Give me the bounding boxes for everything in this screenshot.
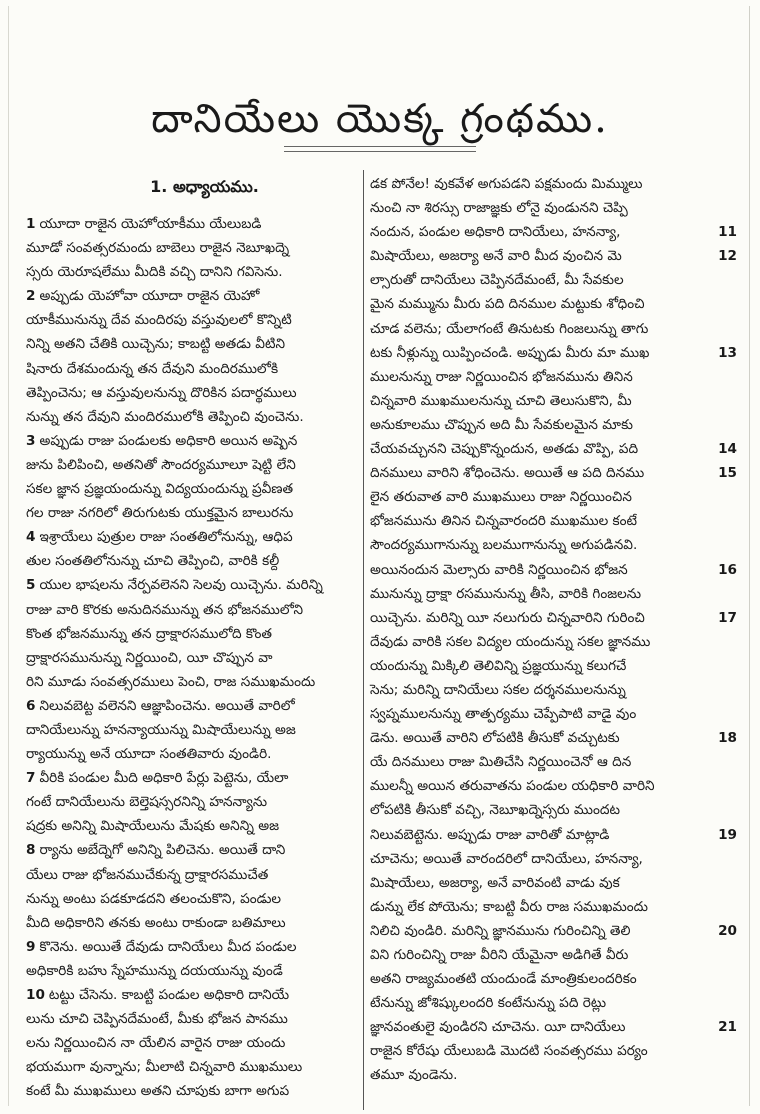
- text-line: [26, 935, 359, 959]
- text-line: [26, 357, 359, 381]
- column-divider: [363, 170, 364, 1110]
- text-line: [26, 911, 359, 935]
- text-line: [370, 582, 715, 606]
- text-line: [370, 461, 737, 485]
- verse-number: 9: [26, 938, 36, 955]
- line-text: దినములు వారిని శోధించెను. అయితే ఆ పది దినము: [370, 465, 645, 482]
- text-line: [370, 558, 737, 582]
- text-line: [26, 959, 359, 983]
- text-line: [26, 983, 359, 1007]
- page-title: దానియేలు యొక్క గ్రంథము.: [151, 96, 609, 142]
- line-text: తమూ వుండెను.: [370, 1067, 458, 1084]
- line-text: షినారు దేశమందున్న తన దేవుని మందిరములోకి: [26, 360, 279, 377]
- line-text: లైన తరువాత వారి ముఖములు రాజు నిర్ణయించిన: [370, 489, 632, 506]
- line-text: అప్పుడు యెహోవా యూదా రాజైన యెహో: [39, 288, 260, 305]
- text-line: [370, 871, 715, 895]
- text-line: [26, 212, 359, 236]
- line-text: నిలువబెట్ట వలెనని ఆజ్ఞాపించెను. అయితే వారిలో: [39, 697, 295, 714]
- verse-number: 5: [26, 577, 36, 594]
- text-line: [370, 678, 715, 702]
- text-line: [26, 598, 359, 622]
- line-text: అతని రాజ్యమంతటి యందుండే మాంత్రికులందరికం: [370, 971, 637, 988]
- line-text: యందున్ను మిక్కిలి తెలివిన్ని ప్రజ్ఞయున్ను కలుగచే: [370, 657, 627, 674]
- line-text: డున్ను లేక పోయెను; కాబట్టి వీరు రాజ సముఖమందు: [370, 898, 648, 915]
- verse-number: 7: [26, 770, 36, 787]
- line-text: కంటే మీ ముఖములు అతని చూపుకు బాగా అగుప: [26, 1083, 290, 1100]
- text-line: [370, 196, 715, 220]
- text-line: [26, 1055, 359, 1079]
- text-line: [370, 823, 737, 847]
- text-line: [370, 485, 715, 509]
- text-line: [370, 244, 737, 268]
- line-text: సకల జ్ఞాన ప్రజ్ఞయందున్ను విద్యయందున్ను ప్రవీణత: [26, 481, 294, 498]
- text-line: [370, 726, 737, 750]
- line-text: జ్ఞానవంతులై వుండిరని చూచెను. యీ దానియేలు: [370, 1019, 626, 1036]
- text-line: [26, 863, 359, 887]
- line-text: స్సరు యెరూషలేము మీదికి వచ్చి దానిని గవిసెను.: [26, 264, 283, 281]
- text-line: [26, 1007, 359, 1031]
- text-line: [26, 381, 359, 405]
- line-text: నున్ను అంటు పడకూడదని తలంచుకొని, పండుల: [26, 890, 282, 907]
- verse-number: 6: [26, 697, 36, 714]
- text-line: [26, 477, 359, 501]
- line-text: డక పోనేల! వుకవేళ అగుపడని పక్షమందు మిమ్ములు: [370, 176, 643, 192]
- chapter-heading: 1. అధ్యాయము.: [150, 177, 259, 196]
- text-line: [370, 702, 715, 726]
- line-text: మిషాయేలు, అజర్యా అనే వారి మీద వుంచిన మె: [370, 248, 622, 265]
- text-line: [370, 774, 715, 798]
- line-text: భోజనమును తినిన చిన్నవారందరి ముఖముల కంటే: [370, 513, 638, 530]
- line-text: యే దినములు రాజు మితిచేసి నిర్ణయించెనో ఆ దిన: [370, 754, 632, 771]
- text-line: [26, 838, 359, 862]
- text-line: [26, 549, 359, 573]
- line-text: టేనున్ను జోశిష్కులందరి కంటేనున్ను పది రెట్లు: [370, 995, 607, 1012]
- text-line: [370, 895, 715, 919]
- text-line: [370, 991, 715, 1015]
- text-line: [370, 606, 737, 630]
- text-line: [26, 236, 359, 260]
- text-line: [26, 887, 359, 911]
- left-column-lines: [26, 212, 359, 1103]
- line-text: రాజు వారి కొరకు అనుదినమున్ను తన భోజనములోని: [26, 601, 304, 618]
- line-text: యూదా రాజైన యెహోయాకీము యేలుబడి: [39, 216, 262, 232]
- line-text: లోపటికి తీసుకో వచ్చి, నెబూఖద్నెస్సరు ముందట: [370, 802, 620, 819]
- line-text: రిని మూడు సంవత్సరములు పెంచి, రాజ సముఖమందు: [26, 673, 316, 690]
- line-text: కొనెను. అయితే దేవుడు దానియేలు మీద పండుల: [39, 938, 297, 955]
- line-text: టకు నీళ్లున్ను యిప్పించండి. అప్పుడు మీరు మా ముఖ: [370, 344, 650, 361]
- text-line: [370, 1063, 715, 1087]
- right-column-lines: [370, 172, 737, 1088]
- text-line: [26, 670, 359, 694]
- text-line: [26, 308, 359, 332]
- line-text: ద్రాక్షారసమునున్ను నిర్ణయించి, యీ చొప్పున వా: [26, 649, 273, 666]
- line-text: షద్రకు అనిన్ని మిషాయేలును మేషకు అనిన్ని అజ: [26, 818, 280, 835]
- line-text: వీరికి పండుల మీది అధికారి పేర్లు పెట్టెను, యేలా: [39, 770, 289, 787]
- text-line: [370, 750, 715, 774]
- line-text: స్వప్నములనున్ను తాత్పర్యము చెప్పేపాటి వాడై వుం: [370, 706, 637, 723]
- text-line: [370, 292, 715, 316]
- text-line: [370, 437, 737, 461]
- line-text: చిన్నవారి ముఖములనున్ను చూచి తెలుసుకొని, మీ: [370, 392, 632, 409]
- line-text: యుల భాషలను నేర్పవలెనని సెలవు యిచ్చెను. మరిన్ని: [39, 577, 323, 594]
- text-line: [370, 654, 715, 678]
- line-text: ర్యాయున్ను అనే యూదా సంతతివారు వుండిరి.: [26, 746, 272, 763]
- text-line: [370, 389, 715, 413]
- line-text: భయముగా వున్నాను; మీలాటి చిన్నవారి ముఖములు: [26, 1059, 303, 1076]
- text-line: [26, 766, 359, 790]
- verse-number: 18: [718, 730, 737, 747]
- text-line: [26, 573, 359, 597]
- line-text: తుల సంతతిలోనున్ను చూచి తెప్పించి, వారికి కల్దీ: [26, 553, 280, 570]
- line-text: నిలిచి వుండిరి. మరిన్ని జ్ఞానమును గురించిన్ని తెలి: [370, 922, 631, 939]
- text-line: [26, 453, 359, 477]
- text-line: [370, 172, 715, 196]
- text-line: [370, 1039, 715, 1063]
- line-text: మునున్ను ద్రాక్షా రసమునున్ను తీసి, వారికి గింజలను: [370, 585, 642, 602]
- text-line: [370, 847, 715, 871]
- verse-number: 4: [26, 529, 36, 546]
- text-line: [26, 742, 359, 766]
- verse-number: 11: [718, 224, 737, 241]
- line-text: గల రాజు నగరిలో తిరుగుటకు యుక్తమైన బాలురను: [26, 505, 294, 522]
- line-text: నిన్ని అతని చేతికి యిచ్చెను; కాబట్టి అతడు వీటిని: [26, 336, 286, 353]
- text-line: [370, 967, 715, 991]
- line-text: డెను. అయితే వారిని లోపటికి తీసుకో వచ్చుటకు: [370, 730, 620, 747]
- verse-number: 13: [718, 344, 737, 361]
- line-text: దేవుడు వారికి సకల విద్యల యందున్ను సకల జ్ఞానము: [370, 633, 651, 650]
- verse-number: 8: [26, 842, 36, 859]
- text-line: [26, 284, 359, 308]
- line-text: నిలువబెట్టెను. అప్పుడు రాజు వారితో మాట్లాడి: [370, 826, 610, 843]
- line-text: మైన మమ్మును మీరు పది దినముల మట్టుకు శోధించి: [370, 296, 645, 313]
- verse-number: 3: [26, 432, 36, 449]
- line-text: ములన్నీ అయిన తరువాతను పండుల యధికారి వారిని: [370, 778, 655, 795]
- right-column: [370, 172, 737, 1088]
- title-rule: [284, 146, 476, 152]
- left-column: [26, 172, 359, 1103]
- text-line: [370, 341, 737, 365]
- line-text: చూచెను; అయితే వారందరిలో దానియేలు, హనన్యా,: [370, 850, 643, 867]
- verse-number: 21: [718, 1019, 737, 1036]
- line-text: యాకీమునున్ను దేవ మందిరపు వస్తువులలో కొన్నిటి: [26, 312, 292, 329]
- verse-number: 19: [718, 826, 737, 843]
- text-line: [370, 630, 715, 654]
- text-line: [26, 694, 359, 718]
- verse-number: 10: [26, 987, 45, 1003]
- text-line: [26, 622, 359, 646]
- verse-number: 20: [718, 922, 737, 939]
- text-line: [370, 268, 715, 292]
- line-text: మీది అధికారిని తనకు అంటు రాకుండా బతిమాలు: [26, 914, 286, 931]
- line-text: అధికారికి బహు స్నేహమున్ను దయయున్ను వుండే: [26, 962, 283, 979]
- line-text: చూడ వలెను; యేలాగంటే తినుటకు గింజలున్ను తాగు: [370, 320, 649, 337]
- text-line: [26, 814, 359, 838]
- line-text: చేయవచ్చునని చెప్పుకొన్నందున, అతడు వొప్పి, పది: [370, 441, 639, 458]
- line-text: జును పిలిపించి, అతనితో సౌందర్యమూలూ షెట్టి లేని: [26, 456, 296, 473]
- line-text: గంటే దానియేలును బెల్తెషస్సరనిన్ని హనన్యాను: [26, 794, 268, 811]
- text-line: [26, 501, 359, 525]
- text-line: [26, 332, 359, 356]
- text-line: [370, 798, 715, 822]
- text-line: [370, 317, 715, 341]
- verse-number: 12: [718, 248, 737, 265]
- line-text: మిషాయేలు, అజర్యా, అనే వారివంటి వాడు వుక: [370, 874, 620, 891]
- line-text: దానియేలున్ను హనన్యాయున్ను మిషాయేలున్ను అజ: [26, 721, 296, 738]
- text-line: [370, 413, 715, 437]
- line-text: కొంత భోజనమున్ను తన ద్రాక్షారసములోది కొంత: [26, 625, 272, 642]
- text-line: [26, 429, 359, 453]
- line-text: సౌందర్యముగానున్ను బలముగానున్ను అగుపడినవి.: [370, 537, 638, 554]
- verse-number: 2: [26, 288, 36, 305]
- line-text: మూడో సంవత్సరమందు బాబెలు రాజైన నెబూఖద్నె: [26, 240, 290, 257]
- line-text: తెప్పించెను; ఆ వస్తువులనున్ను దొరికిన పదార్థములు: [26, 384, 297, 401]
- text-line: [370, 365, 715, 389]
- line-text: విని గురించిన్ని రాజు వీరిని యేమైనా అడిగితే వీరు: [370, 947, 629, 963]
- text-line: [370, 220, 737, 244]
- line-text: ర్యాను అబేద్నెగో అనిన్ని పిలిచెను. అయితే దాని: [39, 842, 286, 859]
- text-line: [370, 533, 715, 557]
- line-text: అప్పుడు రాజు పండులకు అధికారి అయిన అష్పెన: [39, 432, 298, 449]
- text-line: [26, 525, 359, 549]
- text-line: [370, 1015, 737, 1039]
- text-line: [370, 919, 737, 943]
- text-line: [26, 718, 359, 742]
- text-line: [26, 790, 359, 814]
- verse-number: 14: [718, 441, 737, 458]
- line-text: యిచ్చెను. మరిన్ని యీ నలుగురు చిన్నవారిని గురించి: [370, 609, 645, 626]
- line-text: ములనున్ను రాజు నిర్ణయించిన భోజనమును తినిన: [370, 368, 633, 385]
- line-text: రాజైన కోరేషు యేలుబడి మొదటి సంవత్సరము పర్యం: [370, 1043, 648, 1060]
- verse-number: 15: [718, 465, 737, 482]
- text-line: [370, 943, 715, 967]
- verse-number: 1: [26, 216, 36, 232]
- text-line: [26, 646, 359, 670]
- verse-number: 17: [718, 609, 737, 626]
- line-text: సెను; మరిన్ని దానియేలు సకల దర్శనములనున్ను: [370, 681, 626, 698]
- text-line: [26, 1031, 359, 1055]
- line-text: నుంచి నా శిరస్సు రాజాజ్ఞకు లోనై వుండునని చెప్పి: [370, 200, 628, 217]
- line-text: నున్ను తన దేవుని మందిరములోకి తెప్పించి వుంచెను.: [26, 408, 304, 425]
- line-text: ఇశ్రాయేలు పుత్రుల రాజు సంతతిలోనున్ను, ఆధిప: [39, 529, 293, 546]
- text-line: [26, 1079, 359, 1103]
- line-text: నందున, పండుల అధికారి దానియేలు, హనన్యా,: [370, 224, 621, 241]
- line-text: లును చూచి చెప్పినదేమంటే, మీకు భోజన పానము: [26, 1011, 288, 1028]
- verse-number: 16: [718, 561, 737, 578]
- line-text: టట్టు చేసెను. కాబట్టి పండుల అధికారి దానియే: [48, 987, 290, 1003]
- text-line: [26, 260, 359, 284]
- line-text: ల్సారుతో దానియేలు చెప్పినదేమంటే, మీ సేవకుల: [370, 272, 624, 289]
- text-line: [370, 509, 715, 533]
- line-text: అయినందున మెల్సారు వారికి నిర్ణయించిన భోజన: [370, 561, 628, 578]
- line-text: యేలు రాజు భోజనముచేకున్న ద్రాక్షారసముచేత: [26, 866, 269, 883]
- line-text: అనుకూలము చొప్పున అది మీ సేవకులమైన మాకు: [370, 416, 633, 433]
- text-line: [26, 405, 359, 429]
- line-text: లను నిర్ణయించిన నా యేలిన వారైన రాజు యందు: [26, 1035, 286, 1052]
